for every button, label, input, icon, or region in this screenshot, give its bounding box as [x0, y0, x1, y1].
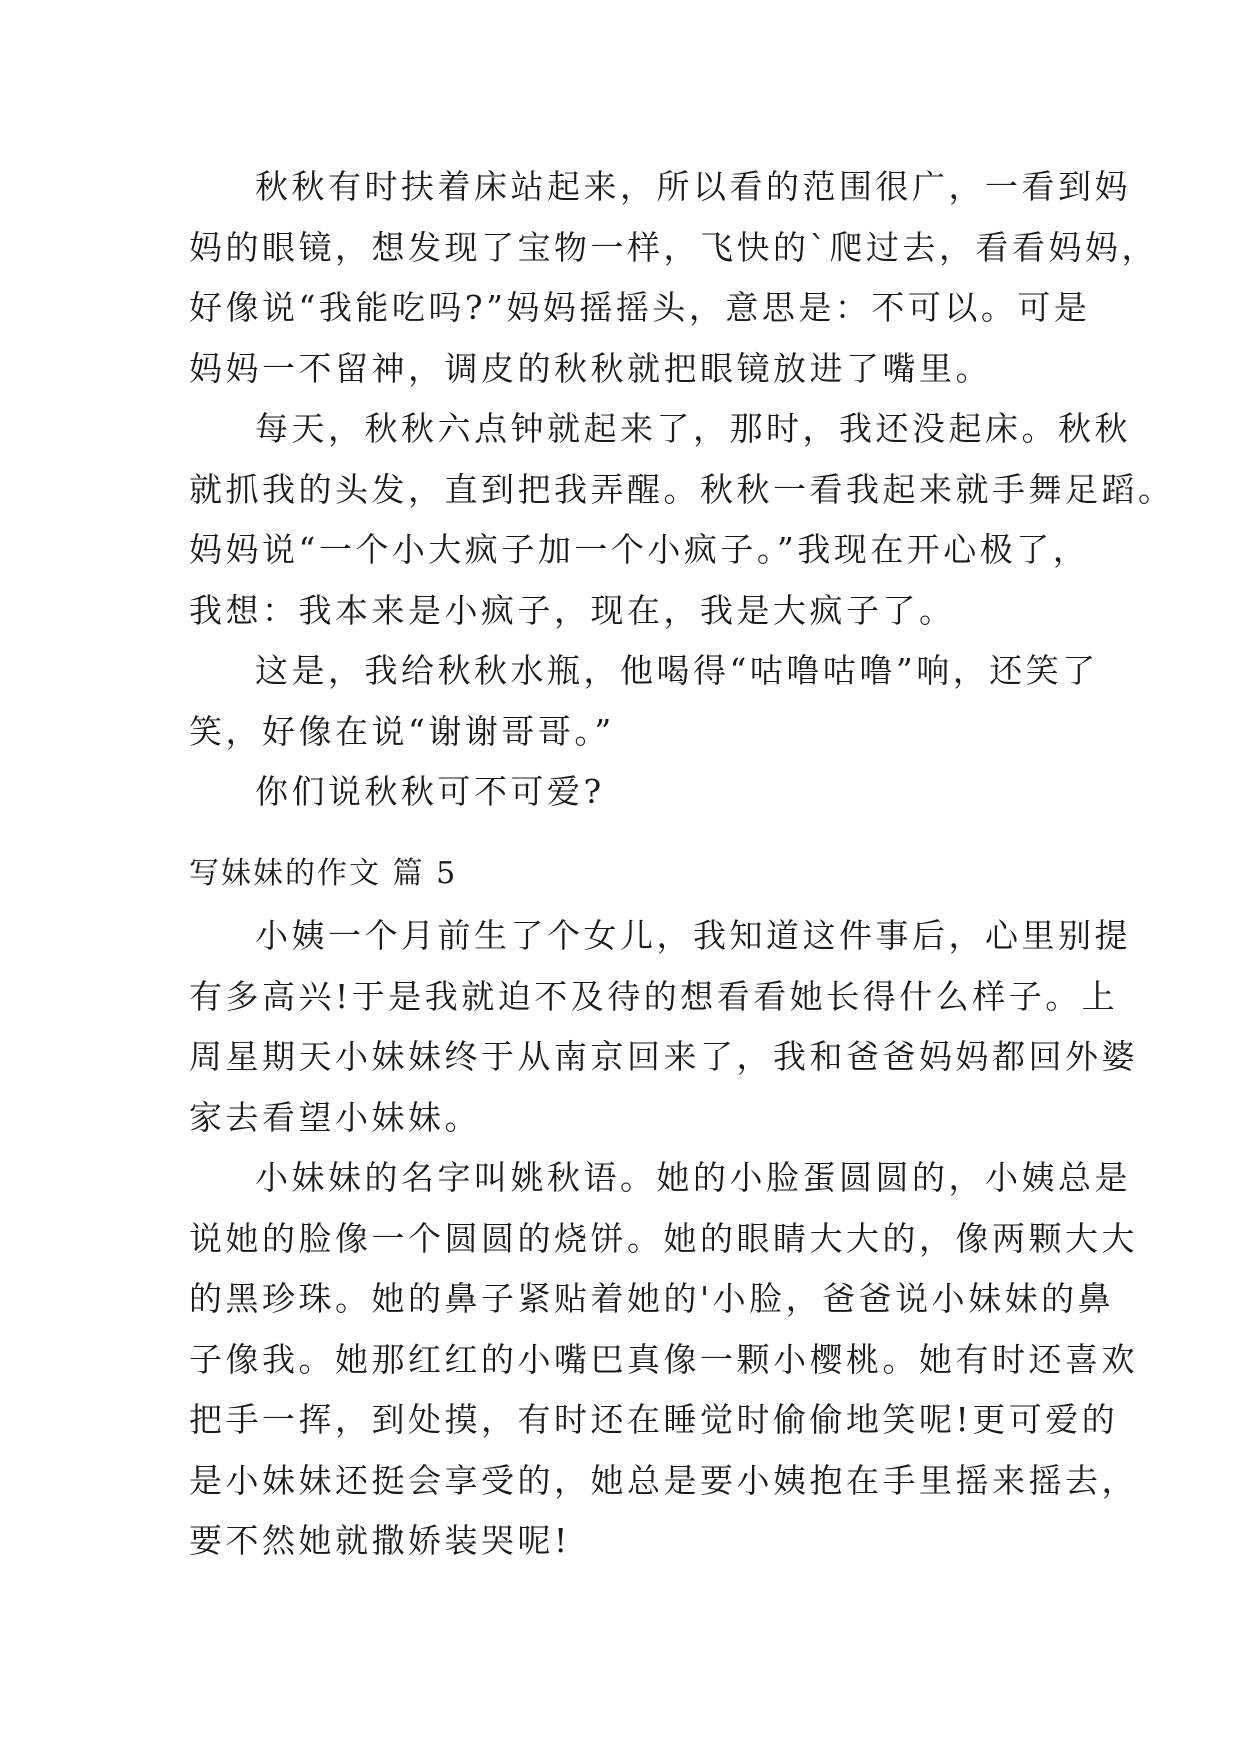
paragraph-line: 我想：我本来是小疯子，现在，我是大疯子了。	[189, 590, 956, 630]
paragraph-line: 小妹妹的名字叫姚秋语。她的小脸蛋圆圆的，小姨总是	[255, 1158, 1131, 1197]
paragraph-line: 这是，我给秋秋水瓶，他喝得“咕噜咕噜”响，还笑了	[255, 651, 1099, 690]
paragraph-line: 周星期天小妹妹终于从南京回来了，我和爸爸妈妈都回外婆	[189, 1037, 1138, 1076]
paragraph-line: 小姨一个月前生了个女儿，我知道这件事后，心里别提	[255, 916, 1131, 955]
paragraph-line: 家去看望小妹妹。	[189, 1097, 481, 1137]
paragraph-line: 说她的脸像一个圆圆的烧饼。她的眼睛大大的，像两颗大大	[189, 1218, 1138, 1258]
paragraph-line: 秋秋有时扶着床站起来，所以看的范围很广，一看到妈	[255, 167, 1131, 206]
section-heading: 写妹妹的作文 篇 5	[189, 856, 458, 891]
paragraph-line: 子像我。她那红红的小嘴巴真像一颗小樱桃。她有时还喜欢	[189, 1339, 1138, 1379]
paragraph-line: 是小妹妹还挺会享受的，她总是要小姨抱在手里摇来摇去，	[189, 1460, 1138, 1500]
paragraph-line: 妈的眼镜，想发现了宝物一样，飞快的`爬过去，看看妈妈，	[189, 227, 1158, 267]
paragraph-line: 要不然她就撒娇装哭呢!	[189, 1521, 571, 1560]
paragraph-line: 就抓我的头发，直到把我弄醒。秋秋一看我起来就手舞足蹈。	[189, 469, 1175, 509]
paragraph-line: 好像说“我能吃吗?”妈妈摇摇头，意思是：不可以。可是	[189, 288, 1091, 327]
essay-section-5	[189, 906, 1138, 1572]
paragraph-line: 的黑珍珠。她的鼻子紧贴着她的'小脸，爸爸说小妹妹的鼻	[189, 1279, 1115, 1318]
paragraph-line: 笑，好像在说“谢谢哥哥。”	[189, 711, 615, 751]
paragraph-line: 把手一挥，到处摸，有时还在睡觉时偷偷地笑呢!更可爱的	[189, 1400, 1119, 1439]
paragraph-line: 每天，秋秋六点钟就起来了，那时，我还没起床。秋秋	[255, 409, 1131, 448]
essay-continuation	[189, 157, 1175, 823]
paragraph-line: 妈妈一不留神，调皮的秋秋就把眼镜放进了嘴里。	[189, 348, 992, 388]
paragraph-line: 有多高兴!于是我就迫不及待的想看看她长得什么样子。上	[189, 976, 1119, 1016]
paragraph-line: 你们说秋秋可不可爱?	[255, 772, 605, 811]
paragraph-line: 妈妈说“一个小大疯子加一个小疯子。”我现在开心极了，	[189, 530, 1090, 569]
